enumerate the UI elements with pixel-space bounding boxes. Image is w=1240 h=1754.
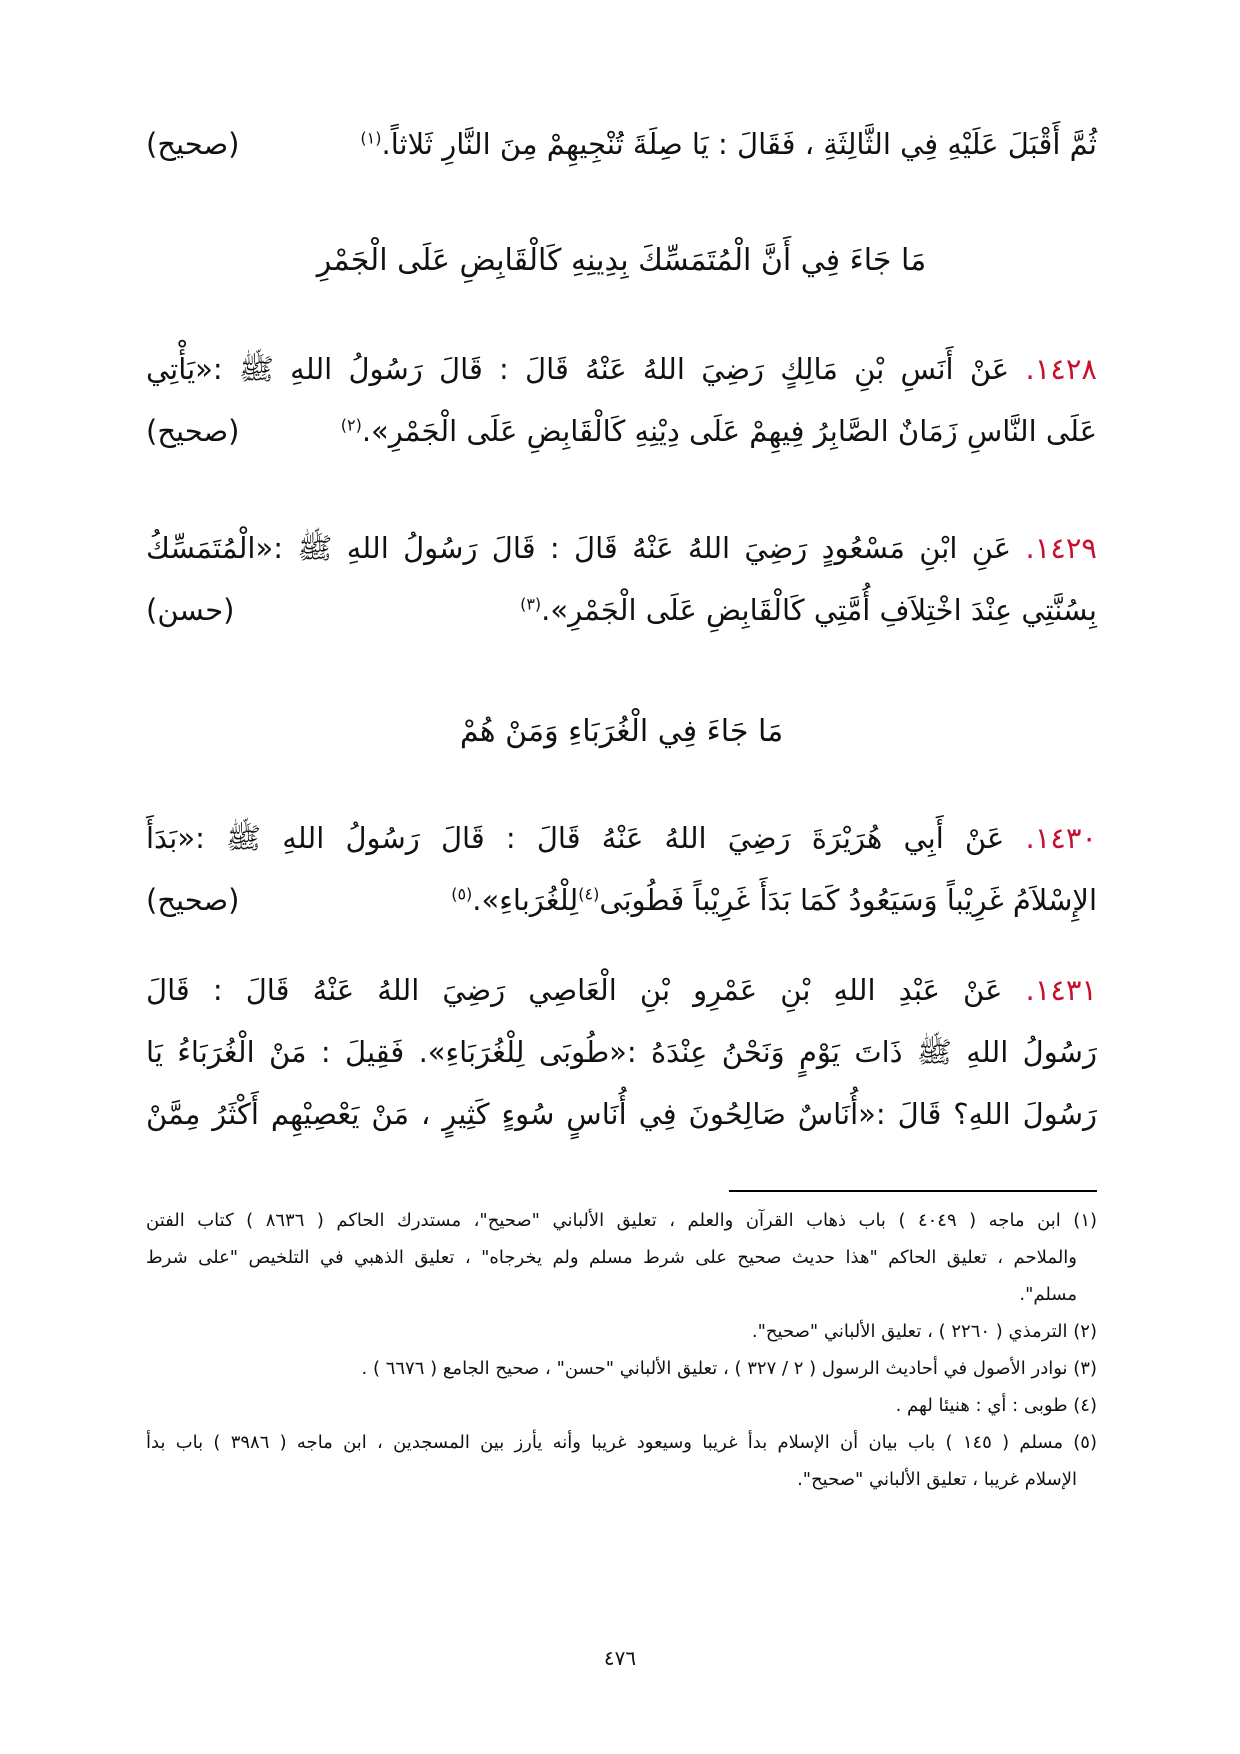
hadith-text: رَسُولَ اللهِ؟ قَالَ :«أُنَاسٌ صَالِحُونَ فِي أُنَاسٍ سُوءٍ كَثِيرٍ ، مَنْ يَعْصِيْهِم أَكْثَرُ مِمَّنْ [146,1097,1097,1131]
hadith-text: عَنْ أَبِي هُرَيْرَةَ رَضِيَ اللهُ عَنْهُ قَالَ : قَالَ رَسُولُ اللهِ ﷺ :«بَدَأَ [146,821,1005,855]
footnote-ref: (٢) [340,415,362,435]
hadith-1430 [146,807,1097,931]
hadith-text: رَسُولُ اللهِ ﷺ ذَاتَ يَوْمٍ وَنَحْنُ عِنْدَهُ :«طُوبَى لِلْغُرَبَاءِ». فَقِيلَ : مَنْ الْغُرَبَاءُ يَا [146,1035,1097,1069]
footnote-divider [729,1190,1097,1192]
footnote-line: (١) ابن ماجه ( ٤٠٤٩ ) باب ذهاب القرآن والعلم ، تعليق الألباني "صحيح"، مستدرك الحاكم ( ٨٦٣٦ ) كتاب الفتن [146,1210,1098,1231]
hadith-text: عَنْ أَنَسِ بْنِ مَالِكٍ رَضِيَ اللهُ عَنْهُ قَالَ : قَالَ رَسُولُ اللهِ ﷺ :«يَأْتِي [146,352,1010,386]
hadith-line [146,517,1097,579]
footnote-line: (٢) الترمذي ( ٢٢٦٠ ) ، تعليق الألباني "صحيح". [751,1321,1097,1342]
section-heading: مَا جَاءَ فِي الْغُرَبَاءِ وَمَنْ هُمْ [459,714,784,749]
intro-line [146,113,1097,175]
footnote-5 [146,1424,1097,1498]
hadith-line [146,338,1097,400]
hadith-1428 [146,338,1097,462]
hadith-number: ١٤٢٩. [1025,531,1097,565]
section-heading: مَا جَاءَ فِي أَنَّ الْمُتَمَسِّكَ بِدِينِهِ كَالْقَابِضِ عَلَى الْجَمْرِ [316,243,927,278]
footnote-4 [146,1387,1097,1424]
footnote-ref: (٤) [578,884,600,904]
hadith-line [146,1021,1097,1083]
hadith-text-wrap [520,579,1097,641]
footnote-line: (٤) طوبى : أي : هنيئا لهم . [895,1395,1097,1416]
hadith-grade: (صحيح) [146,414,240,448]
hadith-1429 [146,517,1097,641]
hadith-line [146,1083,1097,1145]
footnote-line: (٥) مسلم ( ١٤٥ ) باب بيان أن الإسلام بدأ غريبا وسيعود غريبا وأنه يأرز بين المسجدين ، ابن ماجه ( ٣٩٨٦ ) باب بدأ [146,1432,1097,1453]
hadith-text: عَنْ عَبْدِ اللهِ بْنِ عَمْرِو بْنِ الْعَاصِي رَضِيَ اللهُ عَنْهُ قَالَ : قَالَ [146,973,1003,1007]
footnotes [146,1202,1097,1498]
footnote-line: والملاحم ، تعليق الحاكم "هذا حديث صحيح على شرط مسلم ولم يخرجاه" ، تعليق الذهبي في التلخيص "على شرط [146,1247,1077,1268]
footnote-1 [146,1202,1097,1313]
hadith-text-wrap [451,869,1097,931]
hadith-text: بِسُنَّتِي عِنْدَ اخْتِلاَفِ أُمَّتِي كَالْقَابِضِ عَلَى الْجَمْرِ». [541,593,1097,627]
footnote-ref: (١) [360,128,382,148]
hadith-text: عَنِ ابْنِ مَسْعُودٍ رَضِيَ اللهُ عَنْهُ قَالَ : قَالَ رَسُولُ اللهِ ﷺ :«الْمُتَمَسِّكُ [146,531,1012,565]
page-number: ٤٧٦ [603,1646,637,1670]
hadith-text: عَلَى النَّاسِ زَمَانٌ الصَّابِرُ فِيهِمْ عَلَى دِيْنِهِ كَالْقَابِضِ عَلَى الْجَمْرِ». [361,414,1097,448]
hadith-line [146,579,1097,641]
hadith-text-wrap [341,400,1097,462]
hadith-line [146,400,1097,462]
hadith-line [146,869,1097,931]
footnote-3 [146,1350,1097,1387]
hadith-number: ١٤٣٠. [1025,821,1098,855]
intro-text: ثُمَّ أَقْبَلَ عَلَيْهِ فِي الثَّالِثَةِ ، فَقَالَ : يَا صِلَةَ تُنْجِيهِمْ مِنَ النَّارِ ثَلاثاً. [381,127,1097,161]
footnote-ref: (٣) [520,594,542,614]
footnote-line: الإسلام غريبا ، تعليق الألباني "صحيح". [797,1469,1077,1490]
intro-text-wrap [360,113,1097,175]
hadith-text: لِلْغُرَباءِ». [472,883,579,917]
hadith-1431 [146,959,1097,1145]
hadith-number: ١٤٢٨. [1025,352,1097,386]
hadith-line [146,959,1097,1021]
hadith-line [146,807,1097,869]
footnote-ref: (٥) [451,884,473,904]
footnote-line: (٣) نوادر الأصول في أحاديث الرسول ( ٢ / ٣٢٧ ) ، تعليق الألباني "حسن" ، صحيح الجامع ( ٦٦٧٦ ) . [361,1358,1097,1379]
hadith-grade: (حسن) [146,593,235,627]
hadith-grade: (صحيح) [146,883,240,917]
footnote-line: مسلم". [1019,1284,1077,1305]
main-text [146,113,1097,1498]
hadith-grade: (صحيح) [146,127,240,161]
hadith-number: ١٤٣١. [1025,973,1097,1007]
footnote-2 [146,1313,1097,1350]
hadith-text: الإِسْلاَمُ غَرِيْباً وَسَيَعُودُ كَمَا بَدَأَ غَرِيْباً فَطُوبَى [599,883,1097,917]
